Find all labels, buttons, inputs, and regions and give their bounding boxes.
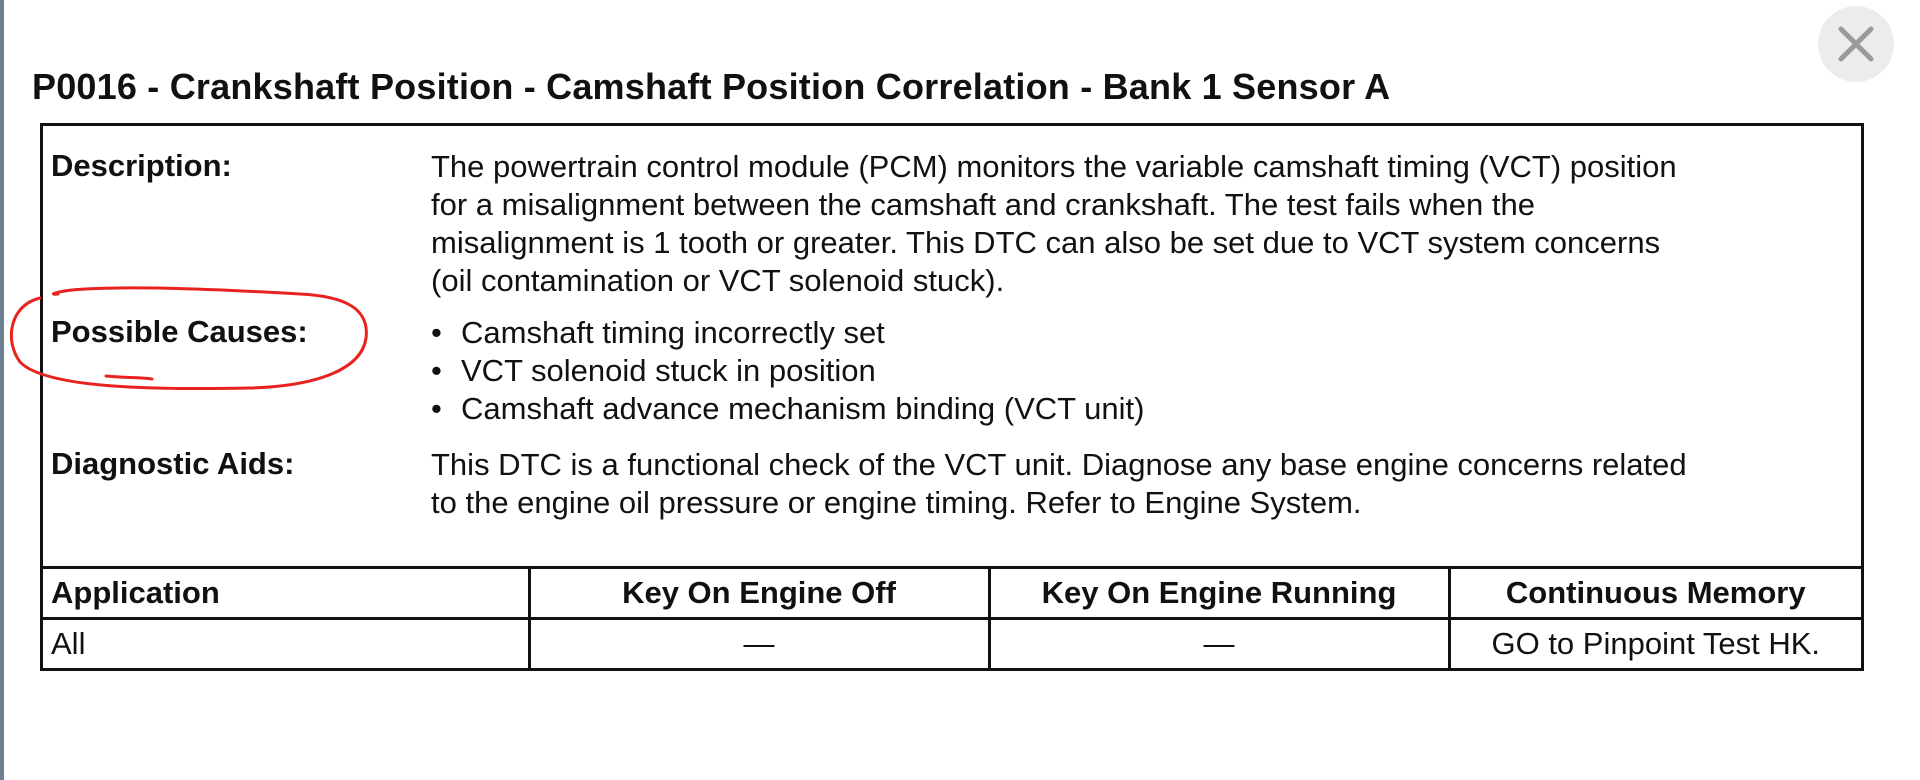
diagnostic-aids-line: to the engine oil pressure or engine timing. Refer to Engine System.: [431, 485, 1362, 520]
table-cell-koeo: —: [529, 619, 989, 670]
page-title: P0016 - Crankshaft Position - Camshaft Position Correlation - Bank 1 Sensor A: [32, 66, 1391, 107]
possible-causes-label: Possible Causes:: [51, 314, 308, 349]
window-left-edge: [0, 0, 4, 780]
description-text: [431, 148, 1851, 300]
table-row: [43, 619, 1861, 670]
possible-causes-list: [431, 314, 1851, 428]
description-label: Description:: [51, 148, 232, 183]
close-icon: [1836, 24, 1876, 64]
application-table: [43, 566, 1861, 671]
close-button[interactable]: [1818, 6, 1894, 82]
bullet-icon: •: [431, 353, 442, 388]
description-line: misalignment is 1 tooth or greater. This DTC can also be set due to VCT system concerns: [431, 225, 1661, 260]
cause-text: VCT solenoid stuck in position: [461, 353, 876, 388]
cause-text: Camshaft timing incorrectly set: [461, 315, 885, 350]
table-cell-continuous-memory: GO to Pinpoint Test HK.: [1449, 619, 1861, 670]
table-header-row: [43, 568, 1861, 619]
table-cell-application: All: [43, 619, 529, 670]
column-header-application: Application: [43, 568, 529, 619]
column-header-key-on-engine-off: Key On Engine Off: [529, 568, 989, 619]
column-header-continuous-memory: Continuous Memory: [1449, 568, 1861, 619]
diagnostic-aids-text: [431, 446, 1851, 522]
column-header-key-on-engine-running: Key On Engine Running: [989, 568, 1449, 619]
description-line: for a misalignment between the camshaft and crankshaft. The test fails when the: [431, 187, 1535, 222]
bullet-icon: •: [431, 315, 442, 350]
table-cell-koer: —: [989, 619, 1449, 670]
dtc-info-box: [40, 123, 1864, 671]
description-line: The powertrain control module (PCM) monitors the variable camshaft timing (VCT) position: [431, 149, 1677, 184]
list-item: [431, 390, 1851, 428]
description-line: (oil contamination or VCT solenoid stuck).: [431, 263, 1005, 298]
cause-text: Camshaft advance mechanism binding (VCT unit): [461, 391, 1145, 426]
bullet-icon: •: [431, 391, 442, 426]
diagnostic-aids-label: Diagnostic Aids:: [51, 446, 295, 481]
list-item: [431, 314, 1851, 352]
diagnostic-aids-line: This DTC is a functional check of the VCT unit. Diagnose any base engine concerns related: [431, 447, 1687, 482]
list-item: [431, 352, 1851, 390]
